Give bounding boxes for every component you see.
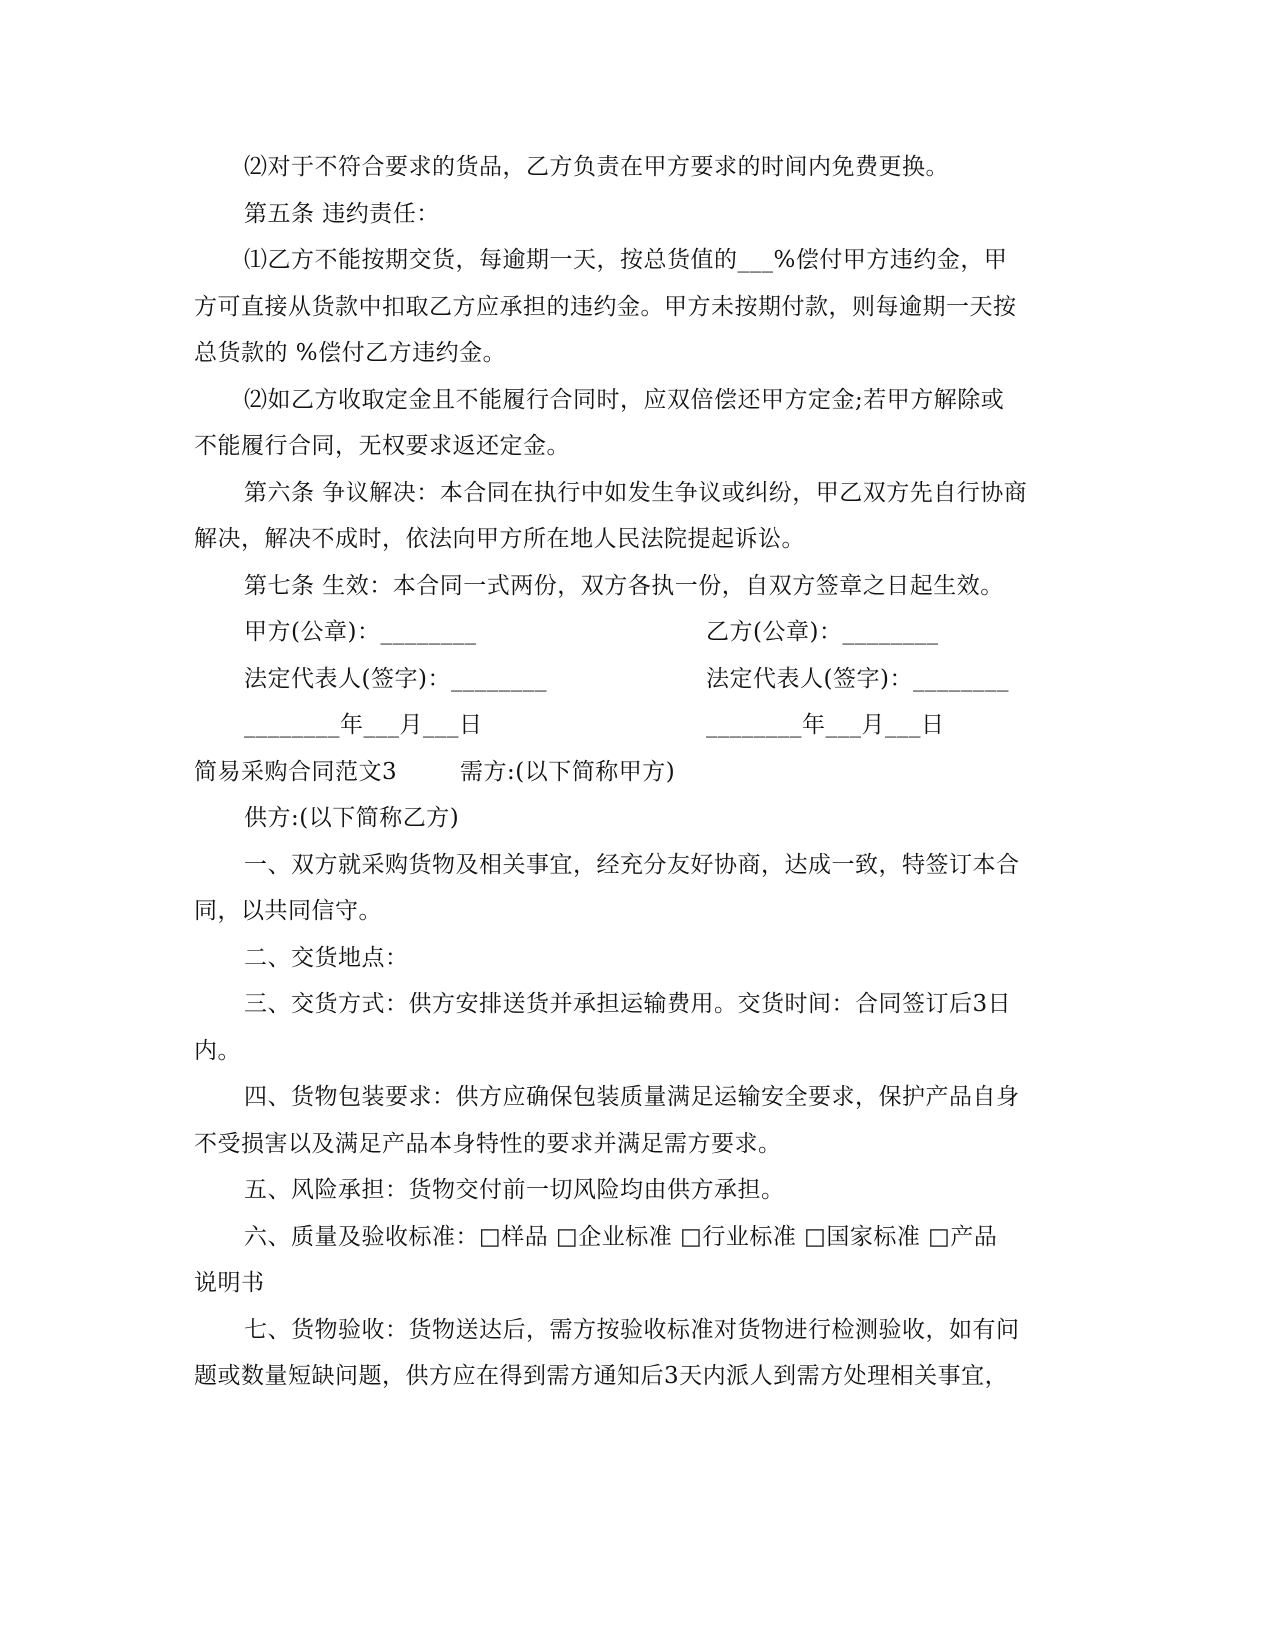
paragraph-line: 解决，解决不成时，依法向甲方所在地人民法院提起诉讼。	[194, 526, 805, 552]
party-a-seal: 甲方(公章)：________	[244, 619, 477, 645]
paragraph-line: 同，以共同信守。	[194, 898, 382, 924]
paragraph-line: 第六条 争议解决：本合同在执行中如发生争议或纠纷，甲乙双方先自行协商	[244, 480, 1028, 506]
paragraph-line: 二、交货地点：	[244, 945, 409, 971]
paragraph-line: 内。	[194, 1038, 241, 1064]
paragraph-line: 一、双方就采购货物及相关事宜，经充分友好协商，达成一致，特签订本合	[244, 852, 1020, 878]
paragraph-line: 方可直接从货款中扣取乙方应承担的违约金。甲方未按期付款，则每逾期一天按	[194, 294, 1017, 320]
article-heading: 第五条 违约责任：	[244, 201, 440, 227]
party-a-representative: 法定代表人(签字)：________	[244, 666, 547, 692]
paragraph-line: 第七条 生效：本合同一式两份，双方各执一份，自双方签章之日起生效。	[244, 573, 1004, 599]
paragraph-line: 说明书	[194, 1270, 265, 1296]
party-b-representative: 法定代表人(签字)：________	[706, 666, 1009, 692]
party-b-date: ________年___月___日	[706, 712, 945, 738]
paragraph-line: 三、交货方式：供方安排送货并承担运输费用。交货时间：合同签订后3日	[244, 991, 1012, 1017]
paragraph-line: ⑵如乙方收取定金且不能履行合同时，应双倍偿还甲方定金;若甲方解除或	[244, 387, 1005, 413]
paragraph-line: 不能履行合同，无权要求返还定金。	[194, 433, 570, 459]
paragraph-line: 供方:(以下简称乙方)	[244, 805, 460, 831]
paragraph-line: 不受损害以及满足产品本身特性的要求并满足需方要求。	[194, 1131, 782, 1157]
paragraph-line: 六、质量及验收标准：□样品 □企业标准 □行业标准 □国家标准 □产品	[244, 1224, 998, 1250]
paragraph-line: 四、货物包装要求：供方应确保包装质量满足运输安全要求，保护产品自身	[244, 1084, 1020, 1110]
buyer-line: 需方:(以下简称甲方)	[460, 759, 676, 785]
paragraph-line: ⑵对于不符合要求的货品，乙方负责在甲方要求的时间内免费更换。	[244, 154, 949, 180]
paragraph-line: 题或数量短缺问题，供方应在得到需方通知后3天内派人到需方处理相关事宜，	[194, 1363, 1009, 1389]
paragraph-line: 五、风险承担：货物交付前一切风险均由供方承担。	[244, 1177, 785, 1203]
party-b-seal: 乙方(公章)：________	[706, 619, 939, 645]
paragraph-line: 总货款的 %偿付乙方违约金。	[194, 340, 507, 366]
paragraph-line: 七、货物验收：货物送达后，需方按验收标准对货物进行检测验收，如有问	[244, 1317, 1020, 1343]
paragraph-line: ⑴乙方不能按期交货，每逾期一天，按总货值的___%偿付甲方违约金，甲	[244, 247, 1008, 273]
section-heading: 简易采购合同范文3	[194, 759, 398, 785]
party-a-date: ________年___月___日	[244, 712, 483, 738]
